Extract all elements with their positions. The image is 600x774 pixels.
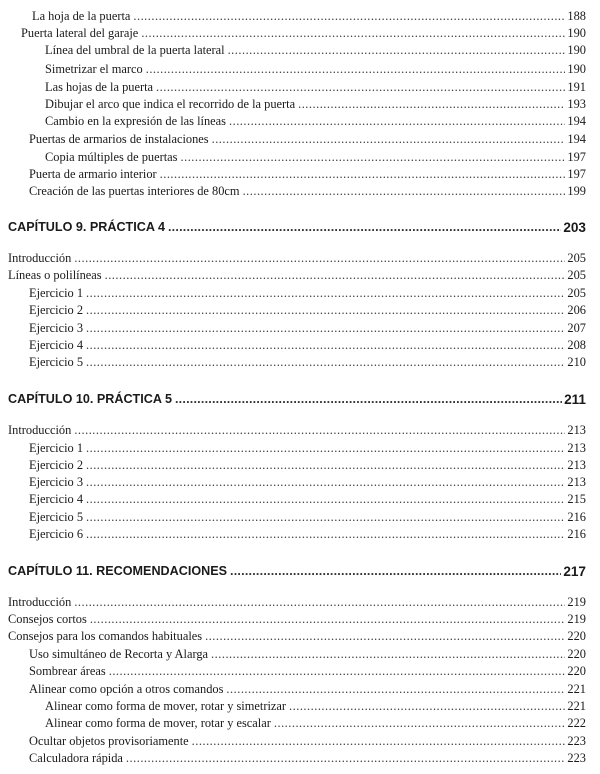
toc-entry-title: Cambio en la expresión de las líneas: [45, 114, 226, 128]
chapter-title: CAPÍTULO 11. RECOMENDACIONES: [8, 564, 228, 578]
toc-entry-title: Ejercicio 1: [29, 441, 84, 455]
toc-entry-page: 210: [567, 355, 586, 369]
dot-leader: [86, 492, 565, 507]
toc-entry[interactable]: [8, 250, 586, 266]
toc-entry-title: Las hojas de la puerta: [45, 80, 154, 94]
dot-leader: [141, 26, 565, 41]
dot-leader: [298, 97, 565, 112]
dot-leader: [105, 268, 566, 283]
dot-leader: [86, 510, 565, 525]
toc-entry-title: Alinear como forma de mover, rotar y escalar: [45, 716, 271, 730]
toc-entry[interactable]: [29, 474, 586, 490]
toc-entry-page: 190: [567, 43, 586, 57]
toc-entry-page: 220: [567, 664, 586, 678]
toc-entry-page: 223: [567, 734, 586, 748]
toc-entry[interactable]: [29, 320, 586, 336]
toc-entry[interactable]: [29, 166, 586, 182]
toc-entry-title: Alinear como forma de mover, rotar y simetrizar: [45, 699, 287, 713]
dot-leader: [230, 564, 561, 579]
dot-leader: [228, 43, 566, 58]
toc-entry-page: 206: [567, 303, 586, 317]
toc-entry-title: Líneas o polilíneas: [8, 268, 102, 282]
toc-entry-title: Ejercicio 2: [29, 458, 84, 472]
toc-entry-page: 221: [567, 699, 586, 713]
toc-entry-page: 222: [567, 716, 586, 730]
dot-leader: [192, 734, 566, 749]
dot-leader: [74, 251, 565, 266]
toc-entry-title: Alinear como opción a otros comandos: [29, 682, 224, 696]
toc-entry-title: Consejos cortos: [8, 612, 87, 626]
chapter-page: 211: [564, 392, 586, 407]
toc-entry[interactable]: [45, 61, 586, 77]
dot-leader: [126, 751, 565, 766]
toc-entry-page: 205: [567, 268, 586, 282]
dot-leader: [160, 167, 566, 182]
toc-entry[interactable]: [8, 628, 586, 644]
toc-entry-title: Ejercicio 4: [29, 492, 84, 506]
toc-entry-title: Creación de las puertas interiores de 80cm: [29, 184, 240, 198]
toc-entry[interactable]: [29, 183, 586, 199]
toc-entry-title: Ejercicio 6: [29, 527, 84, 541]
toc-entry-page: 208: [567, 338, 586, 352]
toc-entry-title: Ejercicio 3: [29, 475, 84, 489]
toc-entry-title: Sombrear áreas: [29, 664, 106, 678]
toc-entry[interactable]: [45, 79, 586, 95]
dot-leader: [86, 338, 565, 353]
dot-leader: [86, 355, 565, 370]
dot-leader: [86, 286, 565, 301]
toc-entry[interactable]: [45, 113, 586, 129]
toc-entry[interactable]: [29, 750, 586, 766]
chapter-page: 217: [563, 564, 586, 579]
dot-leader: [74, 423, 565, 438]
toc-entry-page: 197: [567, 167, 586, 181]
toc-entry-page: 215: [567, 492, 586, 506]
toc-entry-title: Ejercicio 5: [29, 355, 84, 369]
toc-entry[interactable]: [29, 354, 586, 370]
dot-leader: [86, 441, 565, 456]
toc-entry-page: 213: [567, 423, 586, 437]
toc-entry[interactable]: [29, 526, 586, 542]
toc-entry-page: 213: [567, 475, 586, 489]
toc-entry[interactable]: [29, 440, 586, 456]
toc-entry-title: Puerta lateral del garaje: [21, 26, 139, 40]
toc-entry-title: Copia múltiples de puertas: [45, 150, 178, 164]
toc-entry[interactable]: [8, 611, 586, 627]
toc-entry-page: 188: [567, 9, 586, 23]
chapter-title: CAPÍTULO 9. PRÁCTICA 4: [8, 220, 165, 234]
toc-entry-title: Puertas de armarios de instalaciones: [29, 132, 209, 146]
toc-entry[interactable]: [45, 715, 586, 731]
toc-entry-title: Introducción: [8, 595, 72, 609]
toc-entry[interactable]: [29, 646, 586, 662]
toc-entry-page: 197: [567, 150, 586, 164]
toc-entry-title: Ejercicio 1: [29, 286, 84, 300]
toc-entry[interactable]: [8, 422, 586, 438]
toc-entry-page: 194: [567, 132, 586, 146]
dot-leader: [211, 647, 565, 662]
dot-leader: [109, 664, 566, 679]
toc-entry[interactable]: [45, 42, 586, 58]
dot-leader: [212, 132, 566, 147]
dot-leader: [90, 612, 566, 627]
toc-entry-title: Ejercicio 3: [29, 321, 84, 335]
toc-entry-page: 190: [567, 62, 586, 76]
toc-entry[interactable]: [45, 149, 586, 165]
toc-entry-title: Ejercicio 4: [29, 338, 84, 352]
toc-entry[interactable]: [21, 25, 586, 41]
toc-entry-page: 219: [567, 595, 586, 609]
toc-entry-page: 199: [567, 184, 586, 198]
toc-entry-page: 190: [567, 26, 586, 40]
dot-leader: [74, 595, 565, 610]
chapter-heading[interactable]: [8, 390, 586, 407]
toc-entry-title: Introducción: [8, 423, 72, 437]
dot-leader: [86, 458, 565, 473]
toc-entry[interactable]: [8, 594, 586, 610]
toc-entry[interactable]: [29, 302, 586, 318]
toc-entry[interactable]: [29, 509, 586, 525]
dot-leader: [86, 475, 565, 490]
dot-leader: [274, 716, 566, 731]
toc-entry-page: 219: [567, 612, 586, 626]
toc-entry-page: 213: [567, 441, 586, 455]
toc-entry-title: Puerta de armario interior: [29, 167, 157, 181]
dot-leader: [181, 150, 566, 165]
dot-leader: [229, 114, 565, 129]
toc-entry-page: 221: [567, 682, 586, 696]
dot-leader: [289, 699, 565, 714]
toc-entry-page: 213: [567, 458, 586, 472]
dot-leader: [146, 62, 566, 77]
dot-leader: [86, 321, 565, 336]
toc-entry-page: 205: [567, 286, 586, 300]
toc-entry-page: 220: [567, 647, 586, 661]
dot-leader: [175, 392, 562, 407]
toc-entry-title: Introducción: [8, 251, 72, 265]
toc-entry-title: Calculadora rápida: [29, 751, 123, 765]
chapter-title: CAPÍTULO 10. PRÁCTICA 5: [8, 392, 172, 406]
toc-entry[interactable]: [29, 681, 586, 697]
toc-entry[interactable]: [8, 267, 586, 283]
toc-entry-page: 216: [567, 527, 586, 541]
toc-entry-title: La hoja de la puerta: [32, 9, 131, 23]
toc-entry[interactable]: [29, 131, 586, 147]
toc-entry[interactable]: [29, 457, 586, 473]
toc-entry-title: Simetrizar el marco: [45, 62, 143, 76]
chapter-heading[interactable]: [8, 562, 586, 579]
toc-entry-title: Dibujar el arco que indica el recorrido de la puerta: [45, 97, 296, 111]
toc-entry-page: 205: [567, 251, 586, 265]
toc-entry[interactable]: [32, 8, 586, 24]
toc-entry-page: 216: [567, 510, 586, 524]
toc-entry-page: 191: [567, 80, 586, 94]
toc-entry-page: 193: [567, 97, 586, 111]
toc-entry-page: 220: [567, 629, 586, 643]
chapter-page: 203: [563, 220, 586, 235]
toc-entry-title: Ejercicio 5: [29, 510, 84, 524]
toc-entry-page: 207: [567, 321, 586, 335]
dot-leader: [133, 9, 565, 24]
toc-entry[interactable]: [29, 733, 586, 749]
toc-entry[interactable]: [29, 491, 586, 507]
dot-leader: [86, 527, 565, 542]
dot-leader: [243, 184, 566, 199]
toc-entry-page: 194: [567, 114, 586, 128]
toc-entry[interactable]: [29, 285, 586, 301]
toc-entry-page: 223: [567, 751, 586, 765]
toc-entry[interactable]: [45, 698, 586, 714]
toc-entry[interactable]: [45, 96, 586, 112]
dot-leader: [156, 80, 565, 95]
toc-entry-title: Línea del umbral de la puerta lateral: [45, 43, 225, 57]
toc-entry-title: Ejercicio 2: [29, 303, 84, 317]
toc-entry[interactable]: [29, 663, 586, 679]
dot-leader: [226, 682, 565, 697]
dot-leader: [168, 220, 561, 235]
toc-entry-title: Consejos para los comandos habituales: [8, 629, 203, 643]
toc-entry-title: Uso simultáneo de Recorta y Alarga: [29, 647, 209, 661]
toc-entry[interactable]: [29, 337, 586, 353]
dot-leader: [86, 303, 565, 318]
dot-leader: [205, 629, 565, 644]
chapter-heading[interactable]: [8, 218, 586, 235]
toc-entry-title: Ocultar objetos provisoriamente: [29, 734, 189, 748]
